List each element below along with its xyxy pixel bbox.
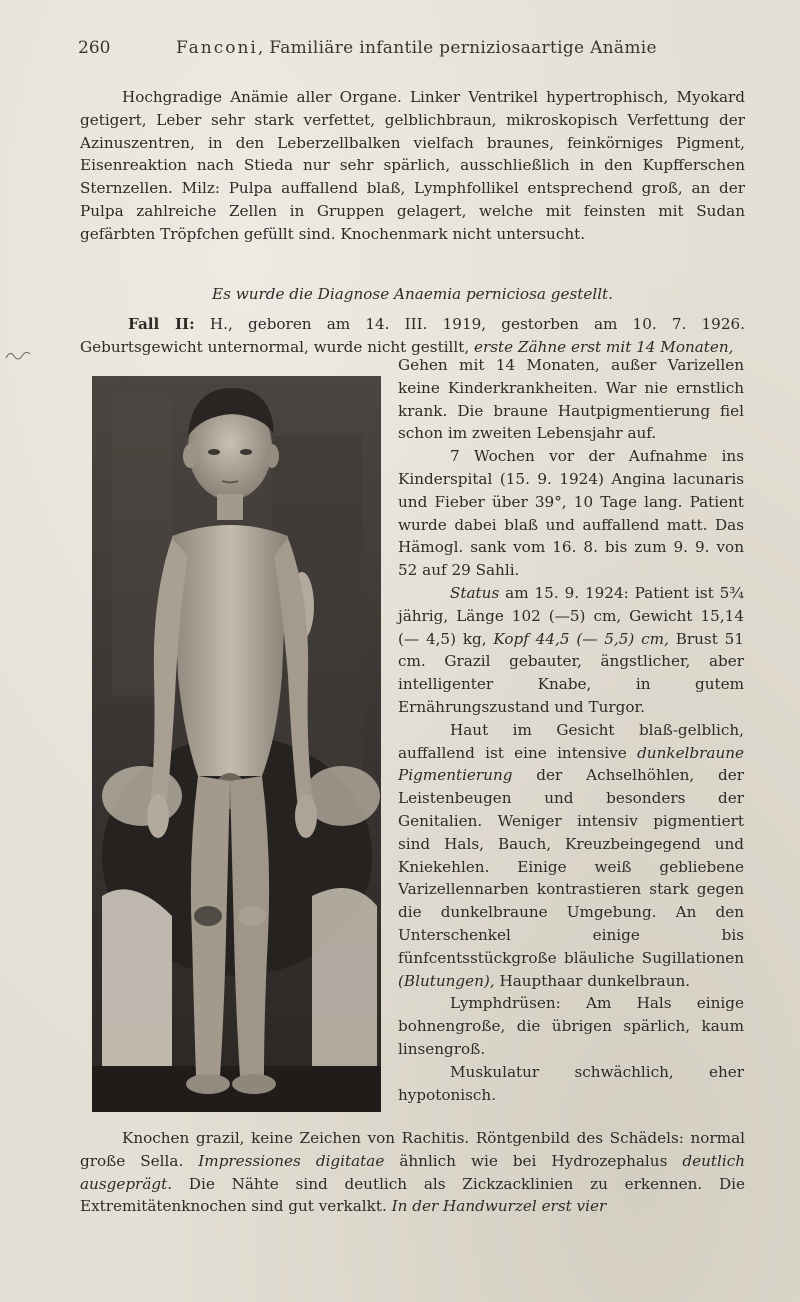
autopsy-paragraph: Hochgradige Anämie aller Organe. Linker Ventrikel hypertrophisch, Myokard getigert, Leber sehr stark verfettet, gelblichbraun, mikroskopisch Verfettung der Azinuszentren, in den Leberzellbalken vielfach braunes, feinkörniges Pigment, Eisenreaktion nach Stieda nur sehr spärlich, ausschließlich in den Kupfferschen Sternzellen. Milz: Pulpa auffallend blaß, Lymphfollikel entsprechend groß, an der Pulpa zahlreiche Zellen in Gruppen gelagert, welche mit feinsten mit Sudan gefärbten Tröpfchen gefüllt sind. Knochenmark nicht untersucht. bbox=[80, 88, 745, 243]
skin-paragraph bbox=[398, 719, 744, 993]
right-text-column bbox=[398, 354, 744, 1106]
bone-italic-3: In der Handwurzel erst vier bbox=[391, 1197, 607, 1216]
status-end: Brust 51 cm. Grazil gebauter, ängstlicher, aber intelligenter Knabe, in gutem Ernährungszustand und Turgor. bbox=[398, 629, 744, 716]
skin-italic-bleeding: (Blutungen), bbox=[398, 971, 495, 990]
case-italic-teeth: erste Zähne erst mit 14 Monaten, bbox=[474, 337, 734, 356]
case-continued bbox=[398, 354, 744, 445]
skin-end: Haupthaar dunkelbraun. bbox=[494, 971, 691, 990]
bone-italic-1: Impressiones digitatae bbox=[198, 1151, 385, 1170]
skin-italic: dunkelbraune Pigmentierung bbox=[398, 743, 744, 785]
status-paragraph bbox=[398, 582, 744, 719]
bone-text-start: Knochen grazil, keine Zeichen von Rachitis. Röntgenbild des Schädels: normal große Sella. bbox=[80, 1129, 745, 1170]
photo-svg bbox=[92, 376, 381, 1112]
case-text-start: H., geboren am 14. III. 1919, gestorben am 10. 7. 1926. Geburtsgewicht unternormal, wurde nicht gestillt, bbox=[80, 315, 745, 356]
case-label: Fall II: bbox=[128, 315, 195, 333]
author-name: Fanconi bbox=[176, 38, 258, 58]
status-label: Status bbox=[450, 583, 500, 602]
bone-paragraph bbox=[80, 1127, 745, 1218]
skin-start: Haut im Gesicht blaß-gelblich, auffallend ist eine intensive bbox=[398, 720, 744, 762]
page-number: 260 bbox=[78, 38, 111, 58]
lymph-paragraph: Lymphdrüsen: Am Hals einige bohnengroße, die übrigen spärlich, kaum linsengroß. bbox=[398, 994, 744, 1058]
margin-pencil-mark bbox=[4, 346, 34, 366]
skin-rest: der Achselhöhlen, der Leistenbeugen und besonders der Genitalien. Weniger intensiv pigmentiert sind Hals, Bauch, Kreuzbeingegend und Kniekehlen. Einige weiß gebliebene Varizellennarben kontrastieren stark gegen die dunkelbraune Umgebung. An den Unterschenkel einige bis fünfcentsstückgroße bläuliche Sugillationen bbox=[398, 766, 744, 967]
muscle-paragraph: Muskulatur schwächlich, eher hypotonisch. bbox=[398, 1062, 744, 1104]
bone-text-mid2: Die Nähte sind deutlich als Zickzacklinien zu erkennen. Die Extremitätenknochen sind gut verkalkt. bbox=[80, 1174, 745, 1216]
diagnosis-line: Es wurde die Diagnose Anaemia perniciosa gestellt. bbox=[212, 285, 613, 303]
patient-photograph bbox=[92, 376, 381, 1112]
bone-italic-2: deutlich ausgeprägt. bbox=[80, 1151, 745, 1193]
status-text: am 15. 9. 1924: Patient ist 5¾ jährig, Länge 102 (—5) cm, Gewicht 15,14 (— 4,5) kg, bbox=[398, 583, 744, 648]
running-head: Fanconi, Familiäre infantile perniziosaartige Anämie bbox=[176, 38, 657, 58]
history-paragraph: 7 Wochen vor der Aufnahme ins Kinderspital (15. 9. 1924) Angina lacunaris und Fieber über 39°, 10 Tage lang. Patient wurde dabei blaß und auffallend matt. Das Hämogl. sank vom 16. 8. bis zum 9. 9. von 52 auf 29 Sahli. bbox=[398, 447, 744, 580]
status-italic: Kopf 44,5 (— 5,5) cm, bbox=[493, 629, 669, 648]
page-header bbox=[78, 38, 740, 62]
case-text-continued: Gehen mit 14 Monaten, außer Varizellen keine Kinderkrankheiten. War nie ernstlich krank. Die braune Hautpigmentierung fiel schon im zweiten Lebensjahr auf. bbox=[398, 356, 744, 443]
case-intro bbox=[80, 313, 745, 359]
bone-text-mid: ähnlich wie bei Hydrozephalus bbox=[384, 1151, 683, 1170]
article-title: Familiäre infantile perniziosaartige Anämie bbox=[269, 38, 657, 58]
